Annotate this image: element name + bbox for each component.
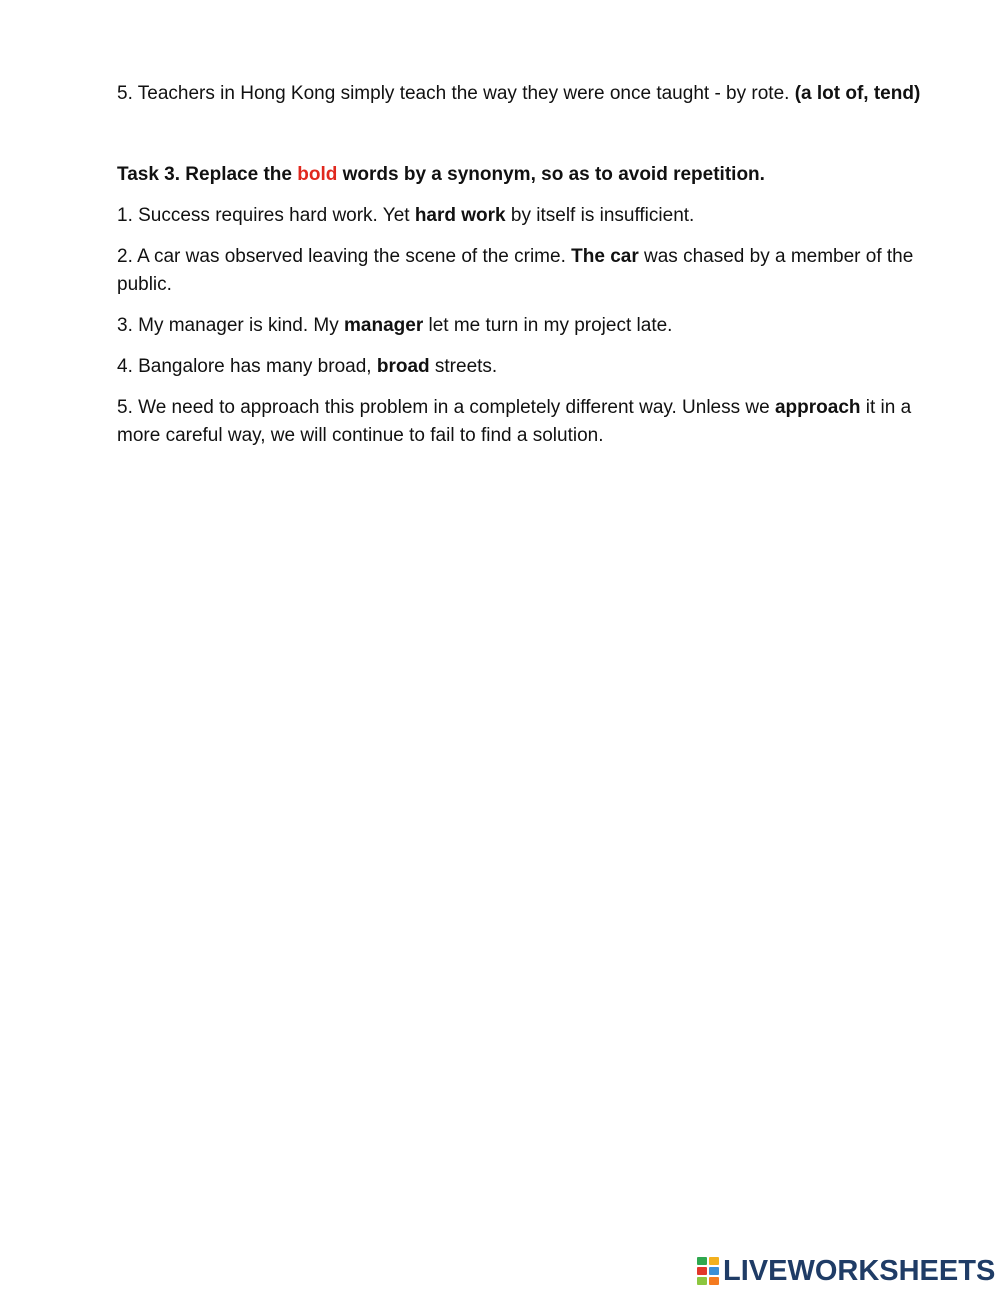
heading-prefix: Task 3. Replace the	[117, 164, 298, 185]
logo-square	[697, 1267, 707, 1275]
item-line-2: more careful way, we will continue to fail to find a solution.	[117, 425, 604, 446]
item-line-2: public.	[117, 274, 172, 295]
item-before: 2. A car was observed leaving the scene of the crime.	[117, 246, 572, 267]
heading-suffix: words by a synonym, so as to avoid repetition.	[337, 164, 765, 185]
heading-highlight: bold	[297, 164, 338, 185]
item-before: 5. We need to approach this problem in a completely different way. Unless we	[117, 397, 775, 418]
item-after: let me turn in my project late.	[423, 315, 673, 336]
item-before: 3. My manager is kind. My	[117, 315, 345, 336]
liveworksheets-logo-icon	[697, 1257, 719, 1285]
item-bold: hard work	[414, 205, 506, 226]
item-text: 5. Teachers in Hong Kong simply teach the way they were once taught - by rote.	[117, 83, 795, 104]
worksheet-page	[117, 80, 947, 463]
logo-square	[697, 1277, 707, 1285]
task-item-1	[117, 202, 947, 230]
item-before: 4. Bangalore has many broad,	[117, 356, 377, 377]
logo-square	[697, 1257, 707, 1265]
exercise-item-5	[117, 80, 947, 108]
item-bold: broad	[376, 356, 430, 377]
logo-text: LIVEWORKSHEETS	[723, 1254, 996, 1287]
item-line-1	[117, 394, 947, 422]
item-before: 1. Success requires hard work. Yet	[117, 205, 415, 226]
item-bold: The car	[571, 246, 639, 267]
item-bold: approach	[774, 397, 861, 418]
item-hint: (a lot of, tend)	[794, 83, 921, 104]
task-item-4	[117, 353, 947, 381]
logo-square	[709, 1257, 719, 1265]
task-item-5	[117, 394, 947, 450]
task-item-3	[117, 312, 947, 340]
task-item-2	[117, 243, 947, 299]
item-after: was chased by a member of the	[638, 246, 914, 267]
task-heading	[117, 161, 947, 189]
item-after: by itself is insufficient.	[505, 205, 695, 226]
item-after: it in a	[860, 397, 912, 418]
item-bold: manager	[344, 315, 424, 336]
item-after: streets.	[429, 356, 498, 377]
logo-square	[709, 1267, 719, 1275]
footer-logo[interactable]	[697, 1254, 995, 1288]
logo-square	[709, 1277, 719, 1285]
item-line-1	[117, 243, 947, 271]
